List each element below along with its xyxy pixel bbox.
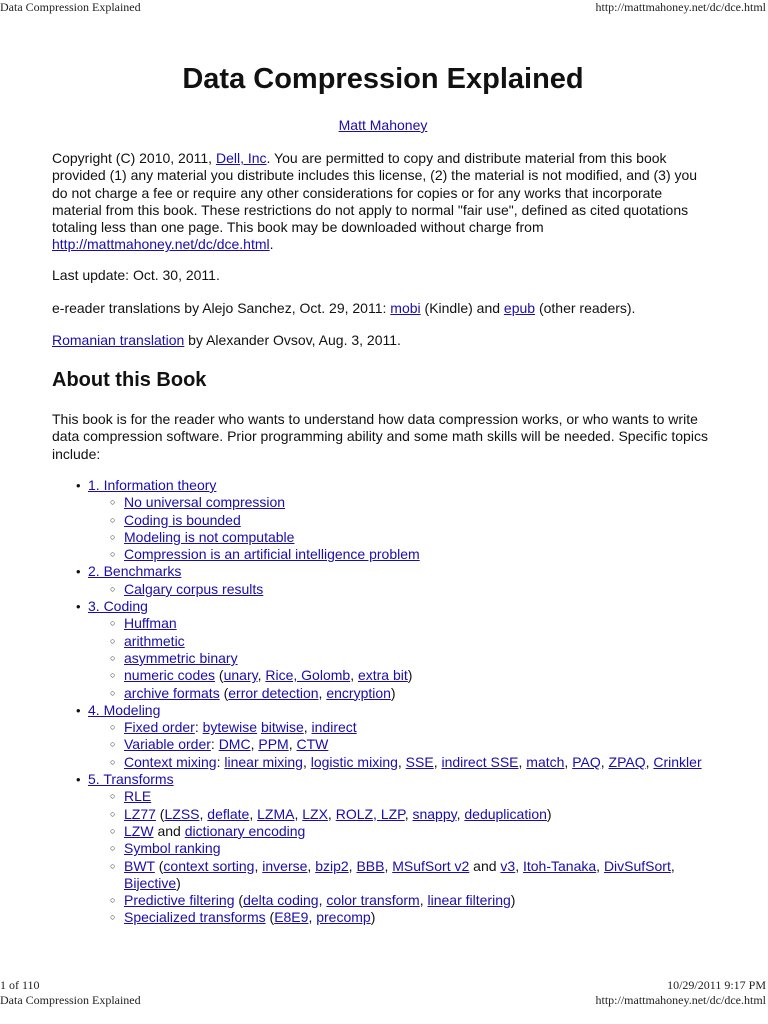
toc-link-bitwise[interactable]: bitwise (260, 719, 304, 736)
toc-link-rolz-lzp[interactable]: ROLZ, LZP (335, 805, 405, 822)
toc-link-calgary-corpus-results[interactable]: Calgary corpus results (124, 580, 264, 597)
toc-link-ppm[interactable]: PPM (258, 736, 289, 753)
toc-subitem (88, 685, 714, 702)
print-header-url: http://mattmahoney.net/dc/dce.html (595, 0, 766, 14)
toc-link-archive-formats[interactable]: archive formats (124, 684, 220, 701)
toc-separator-text: , (307, 857, 316, 874)
toc-separator-text: , (294, 805, 303, 822)
toc-link-dictionary-encoding[interactable]: dictionary encoding (184, 822, 306, 839)
toc-link-bytewise[interactable]: bytewise (202, 719, 258, 736)
toc-separator-text: ( (155, 805, 165, 822)
about-paragraph: This book is for the reader who wants to understand how data compression works, or who wants to write data compression software. Prior programming ability and some math skills will be needed. Specific topics include: (52, 411, 708, 462)
toc-link-zpaq[interactable]: ZPAQ (608, 753, 646, 770)
toc-link-fixed-order[interactable]: Fixed order (124, 719, 195, 736)
toc-separator-text: , (199, 805, 208, 822)
toc-link-3-coding[interactable]: 3. Coding (88, 598, 148, 615)
toc-subitem (88, 719, 714, 736)
toc-subitem (88, 806, 714, 823)
toc-link-paq[interactable]: PAQ (572, 753, 601, 770)
toc-separator-text: ( (219, 684, 229, 701)
toc-subitem (88, 858, 714, 893)
toc-separator-text: , (645, 753, 654, 770)
last-update: Last update: Oct. 30, 2011. (52, 267, 220, 283)
toc-link-lzw[interactable]: LZW (124, 822, 154, 839)
author-line (52, 117, 714, 134)
toc-link-bzip2[interactable]: bzip2 (315, 857, 349, 874)
toc-link-bijective[interactable]: Bijective (124, 874, 177, 891)
toc-link-compression-is-an-artificial-intelligence-problem[interactable]: Compression is an artificial intelligence problem (124, 546, 420, 563)
toc-subitem (88, 615, 714, 632)
toc-link-numeric-codes[interactable]: numeric codes (124, 667, 216, 684)
toc-separator-text: , (318, 892, 327, 909)
table-of-contents (52, 477, 714, 927)
toc-subitem (88, 494, 714, 511)
toc-link-context-mixing[interactable]: Context mixing (124, 753, 217, 770)
toc-link-rice-golomb[interactable]: Rice, Golomb (265, 667, 351, 684)
toc-link-unary[interactable]: unary (223, 667, 258, 684)
toc-sublist (88, 719, 714, 771)
toc-link-lzx[interactable]: LZX (302, 805, 328, 822)
toc-subitem (88, 736, 714, 753)
print-footer-url: http://mattmahoney.net/dc/dce.html (595, 993, 766, 1007)
toc-subitem (88, 892, 714, 909)
toc-link-4-modeling[interactable]: 4. Modeling (88, 701, 161, 718)
ereader-text-3: (other readers). (535, 300, 636, 316)
toc-subitem (88, 529, 714, 546)
toc-link-bbb[interactable]: BBB (356, 857, 385, 874)
toc-sublist (88, 494, 714, 563)
author-link[interactable]: Matt Mahoney (338, 117, 428, 133)
toc-separator-text: , (456, 805, 465, 822)
toc-link-match[interactable]: match (526, 753, 565, 770)
toc-link-symbol-ranking[interactable]: Symbol ranking (124, 840, 221, 857)
copyright-text-3: . (269, 236, 274, 253)
toc-link-linear-mixing[interactable]: linear mixing (224, 753, 303, 770)
toc-separator-text: : (216, 753, 225, 770)
romanian-translation-link[interactable]: Romanian translation (52, 332, 185, 348)
toc-subitem (88, 840, 714, 857)
toc-separator-text: , (433, 753, 442, 770)
ereader-paragraph (52, 300, 714, 317)
toc-sublist (88, 581, 714, 598)
toc-link-encryption[interactable]: encryption (326, 684, 391, 701)
toc-separator-text: and (153, 822, 185, 839)
toc-separator-text: , (250, 736, 259, 753)
toc-separator-text: , (327, 805, 336, 822)
toc-separator-text: ( (234, 892, 244, 909)
toc-separator-text: : (210, 736, 219, 753)
toc-separator-text: ) (176, 874, 181, 891)
mobi-link[interactable]: mobi (390, 300, 421, 316)
toc-section (52, 702, 714, 771)
toc-link-deflate[interactable]: deflate (207, 805, 250, 822)
toc-link-5-transforms[interactable]: 5. Transforms (88, 771, 174, 788)
toc-link-logistic-mixing[interactable]: logistic mixing (310, 753, 398, 770)
toc-link-v3[interactable]: v3 (500, 857, 516, 874)
toc-link-indirect-sse[interactable]: indirect SSE (441, 753, 519, 770)
toc-separator-text: , (303, 719, 312, 736)
toc-separator-text: , (350, 667, 358, 684)
toc-separator-text: , (518, 753, 527, 770)
toc-link-delta-coding[interactable]: delta coding (243, 892, 319, 909)
toc-section (52, 598, 714, 702)
toc-link-indirect[interactable]: indirect (311, 719, 357, 736)
copyright-text-2: . You are permitted to copy and distribute material from this book provided (1) any material you distribute includes this license, (2) the material is not modified, and (3) you do not charge a fee or require any other considerations for copies or for any works that incorporate material from this book. These restrictions do not apply to normal "fair use", defined as cited quotations totaling less than one page. This book may be downloaded without charge from (52, 150, 698, 236)
toc-link-rle[interactable]: RLE (124, 788, 152, 805)
toc-subitem (88, 823, 714, 840)
print-footer-title: Data Compression Explained (0, 993, 141, 1007)
toc-link-coding-is-bounded[interactable]: Coding is bounded (124, 511, 241, 528)
toc-separator-text: ( (154, 857, 164, 874)
toc-separator-text: ) (546, 805, 552, 822)
toc-subitem (88, 754, 714, 771)
toc-link-lz77[interactable]: LZ77 (124, 805, 156, 822)
toc-link-context-sorting[interactable]: context sorting (163, 857, 255, 874)
toc-link-2-benchmarks[interactable]: 2. Benchmarks (88, 563, 182, 580)
toc-link-inverse[interactable]: inverse (262, 857, 308, 874)
ereader-text-1: e-reader translations by Alejo Sanchez, Oct. 29, 2011: (52, 300, 391, 316)
romanian-text: by Alexander Ovsov, Aug. 3, 2011. (184, 332, 401, 348)
toc-separator-text: ( (265, 909, 275, 926)
toc-separator-text: ) (370, 909, 376, 926)
toc-separator-text: , (288, 736, 297, 753)
toc-separator-text: , (564, 753, 573, 770)
toc-link-huffman[interactable]: Huffman (124, 615, 177, 632)
toc-link-lzss[interactable]: LZSS (164, 805, 200, 822)
about-heading: About this Book (52, 369, 207, 391)
toc-link-extra-bit[interactable]: extra bit (357, 667, 408, 684)
toc-separator-text: , (397, 753, 406, 770)
toc-link-1-information-theory[interactable]: 1. Information theory (88, 477, 217, 493)
toc-separator-text: ) (407, 667, 413, 684)
toc-link-itoh-tanaka[interactable]: Itoh-Tanaka (522, 857, 597, 874)
toc-link-sse[interactable]: SSE (405, 753, 434, 770)
print-footer-datetime: 10/29/2011 9:17 PM (667, 978, 766, 992)
toc-link-e8e9[interactable]: E8E9 (274, 909, 309, 926)
toc-link-lzma[interactable]: LZMA (257, 805, 295, 822)
toc-link-deduplication[interactable]: deduplication (464, 805, 547, 822)
romanian-paragraph (52, 332, 714, 349)
toc-separator-text: , (249, 805, 258, 822)
toc-separator-text: , (257, 667, 266, 684)
toc-subitem (88, 581, 714, 598)
toc-separator-text: , (596, 857, 604, 874)
toc-link-arithmetic[interactable]: arithmetic (124, 632, 185, 649)
toc-sublist (88, 615, 714, 701)
toc-separator-text: , (600, 753, 609, 770)
toc-separator-text: ( (215, 667, 224, 684)
copyright-text-1: Copyright (C) 2010, 2011, (52, 150, 216, 166)
toc-link-dmc[interactable]: DMC (218, 736, 251, 753)
toc-link-crinkler[interactable]: Crinkler (653, 753, 702, 770)
toc-subitem (88, 788, 714, 805)
toc-link-precomp[interactable]: precomp (316, 909, 371, 926)
page-title: Data Compression Explained (182, 63, 584, 95)
toc-link-snappy[interactable]: snappy (412, 805, 457, 822)
toc-link-linear-filtering[interactable]: linear filtering (427, 892, 511, 909)
print-header-title: Data Compression Explained (0, 0, 141, 14)
toc-link-asymmetric-binary[interactable]: asymmetric binary (124, 649, 238, 666)
toc-subitem (88, 667, 714, 684)
epub-link[interactable]: epub (503, 300, 536, 316)
toc-separator-text: , (670, 857, 675, 874)
ereader-text-2: (Kindle) and (420, 300, 504, 316)
toc-link-msufsort-v2[interactable]: MSufSort v2 (392, 857, 470, 874)
toc-separator-text: , (384, 857, 393, 874)
toc-link-ctw[interactable]: CTW (296, 736, 329, 753)
toc-link-no-universal-compression[interactable]: No universal compression (124, 494, 286, 511)
toc-link-variable-order[interactable]: Variable order (124, 736, 211, 753)
toc-separator-text: , (318, 684, 327, 701)
dell-link[interactable]: Dell, Inc (215, 150, 267, 166)
toc-link-error-detection[interactable]: error detection (228, 684, 319, 701)
toc-section (52, 563, 714, 598)
toc-separator-text: and (469, 857, 501, 874)
toc-subitem (88, 512, 714, 529)
toc-subitem (88, 909, 714, 926)
toc-link-bwt[interactable]: BWT (124, 857, 155, 874)
toc-link-modeling-is-not-computable[interactable]: Modeling is not computable (124, 528, 295, 545)
toc-subitem (88, 650, 714, 667)
toc-separator-text: , (254, 857, 263, 874)
toc-separator-text: ) (390, 684, 396, 701)
toc-sublist (88, 788, 714, 926)
toc-link-divsufsort[interactable]: DivSufSort (603, 857, 671, 874)
toc-link-predictive-filtering[interactable]: Predictive filtering (124, 892, 235, 909)
toc-separator-text: , (515, 857, 523, 874)
print-footer-page: 1 of 110 (0, 978, 40, 992)
toc-separator-text: ) (510, 892, 516, 909)
toc-separator-text: , (419, 892, 428, 909)
toc-subitem (88, 546, 714, 563)
toc-section (52, 477, 714, 563)
toc-separator-text: , (404, 805, 413, 822)
toc-separator-text: , (348, 857, 357, 874)
toc-link-specialized-transforms[interactable]: Specialized transforms (124, 909, 266, 926)
toc-link-color-transform[interactable]: color transform (326, 892, 420, 909)
toc-subitem (88, 633, 714, 650)
toc-section (52, 771, 714, 927)
toc-separator-text: : (194, 719, 203, 736)
toc-separator-text: , (308, 909, 317, 926)
copyright-paragraph (52, 150, 714, 254)
toc-separator-text: , (302, 753, 311, 770)
download-url-link[interactable]: http://mattmahoney.net/dc/dce.html (52, 236, 270, 253)
